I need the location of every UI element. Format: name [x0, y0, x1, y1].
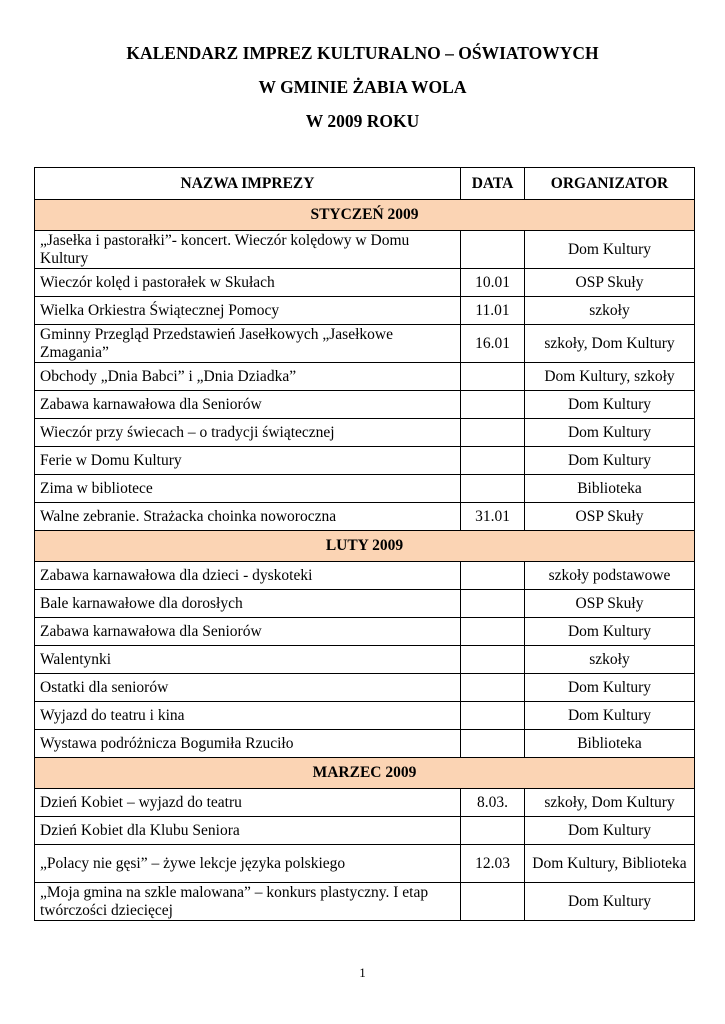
event-organizer: szkoły, Dom Kultury	[525, 325, 695, 363]
event-date	[461, 562, 525, 590]
table-header-row	[35, 168, 695, 200]
event-date	[461, 231, 525, 269]
event-date: 12.03	[461, 845, 525, 883]
event-name: Wielka Orkiestra Świątecznej Pomocy	[35, 297, 461, 325]
event-organizer: Biblioteka	[525, 475, 695, 503]
event-date	[461, 590, 525, 618]
event-date	[461, 883, 525, 921]
event-date	[461, 730, 525, 758]
event-name: Ferie w Domu Kultury	[35, 447, 461, 475]
event-organizer: Biblioteka	[525, 730, 695, 758]
table-row	[35, 845, 695, 883]
table-row	[35, 674, 695, 702]
table-row	[35, 297, 695, 325]
event-organizer: Dom Kultury	[525, 883, 695, 921]
table-row	[35, 883, 695, 921]
events-table	[34, 167, 695, 921]
table-row	[35, 231, 695, 269]
event-name: Wieczór kolęd i pastorałek w Skułach	[35, 269, 461, 297]
event-date	[461, 475, 525, 503]
month-label: STYCZEŃ 2009	[35, 200, 695, 231]
table-row	[35, 562, 695, 590]
event-organizer: OSP Skuły	[525, 503, 695, 531]
table-row	[35, 817, 695, 845]
table-row	[35, 618, 695, 646]
month-row-january	[35, 200, 695, 231]
event-date: 31.01	[461, 503, 525, 531]
table-row	[35, 325, 695, 363]
event-name: Zima w bibliotece	[35, 475, 461, 503]
table-row	[35, 269, 695, 297]
event-name: „Moja gmina na szkle malowana” – konkurs plastyczny. I etap twórczości dziecięcej	[35, 883, 461, 921]
event-name: Dzień Kobiet – wyjazd do teatru	[35, 789, 461, 817]
event-name: „Polacy nie gęsi” – żywe lekcje języka polskiego	[35, 845, 461, 883]
month-label: MARZEC 2009	[35, 758, 695, 789]
event-name: Gminny Przegląd Przedstawień Jasełkowych „Jasełkowe Zmagania”	[35, 325, 461, 363]
table-row	[35, 391, 695, 419]
event-organizer: Dom Kultury	[525, 391, 695, 419]
event-name: Wyjazd do teatru i kina	[35, 702, 461, 730]
event-organizer: szkoły	[525, 297, 695, 325]
event-organizer: Dom Kultury	[525, 702, 695, 730]
table-row	[35, 646, 695, 674]
event-organizer: szkoły, Dom Kultury	[525, 789, 695, 817]
event-name: Zabawa karnawałowa dla dzieci - dyskoteki	[35, 562, 461, 590]
event-organizer: szkoły	[525, 646, 695, 674]
table-row	[35, 363, 695, 391]
event-organizer: szkoły podstawowe	[525, 562, 695, 590]
header-name: NAZWA IMPREZY	[35, 168, 461, 200]
event-date	[461, 817, 525, 845]
event-name: „Jasełka i pastorałki”- koncert. Wieczór kolędowy w Domu Kultury	[35, 231, 461, 269]
header-organizer: ORGANIZATOR	[525, 168, 695, 200]
month-label: LUTY 2009	[35, 531, 695, 562]
month-row-march	[35, 758, 695, 789]
table-row	[35, 503, 695, 531]
document-title-line-1: KALENDARZ IMPREZ KULTURALNO – OŚWIATOWYCH	[126, 43, 599, 63]
table-row	[35, 730, 695, 758]
event-organizer: Dom Kultury	[525, 447, 695, 475]
event-organizer: Dom Kultury, Biblioteka	[525, 845, 695, 883]
event-date: 16.01	[461, 325, 525, 363]
document-title-line-2: W GMINIE ŻABIA WOLA	[258, 77, 467, 97]
event-date	[461, 391, 525, 419]
event-name: Zabawa karnawałowa dla Seniorów	[35, 391, 461, 419]
page-number: 1	[359, 965, 366, 980]
table-row	[35, 789, 695, 817]
event-name: Wieczór przy świecach – o tradycji świątecznej	[35, 419, 461, 447]
event-name: Dzień Kobiet dla Klubu Seniora	[35, 817, 461, 845]
event-name: Wystawa podróżnicza Bogumiła Rzuciło	[35, 730, 461, 758]
event-date	[461, 674, 525, 702]
table-row	[35, 447, 695, 475]
event-date: 11.01	[461, 297, 525, 325]
event-date: 10.01	[461, 269, 525, 297]
event-date	[461, 419, 525, 447]
event-name: Bale karnawałowe dla dorosłych	[35, 590, 461, 618]
table-row	[35, 702, 695, 730]
document-title-line-3: W 2009 ROKU	[305, 111, 420, 131]
event-organizer: Dom Kultury	[525, 231, 695, 269]
event-date	[461, 618, 525, 646]
event-organizer: Dom Kultury	[525, 618, 695, 646]
event-organizer: Dom Kultury	[525, 419, 695, 447]
event-date	[461, 363, 525, 391]
event-organizer: Dom Kultury	[525, 674, 695, 702]
event-organizer: Dom Kultury, szkoły	[525, 363, 695, 391]
event-name: Obchody „Dnia Babci” i „Dnia Dziadka”	[35, 363, 461, 391]
event-date	[461, 447, 525, 475]
event-date	[461, 646, 525, 674]
event-organizer: OSP Skuły	[525, 269, 695, 297]
event-organizer: Dom Kultury	[525, 817, 695, 845]
event-name: Walentynki	[35, 646, 461, 674]
event-name: Zabawa karnawałowa dla Seniorów	[35, 618, 461, 646]
event-date	[461, 702, 525, 730]
table-row	[35, 419, 695, 447]
table-row	[35, 475, 695, 503]
event-date: 8.03.	[461, 789, 525, 817]
event-name: Walne zebranie. Strażacka choinka noworoczna	[35, 503, 461, 531]
event-name: Ostatki dla seniorów	[35, 674, 461, 702]
table-row	[35, 590, 695, 618]
event-organizer: OSP Skuły	[525, 590, 695, 618]
month-row-february	[35, 531, 695, 562]
header-date: DATA	[461, 168, 525, 200]
